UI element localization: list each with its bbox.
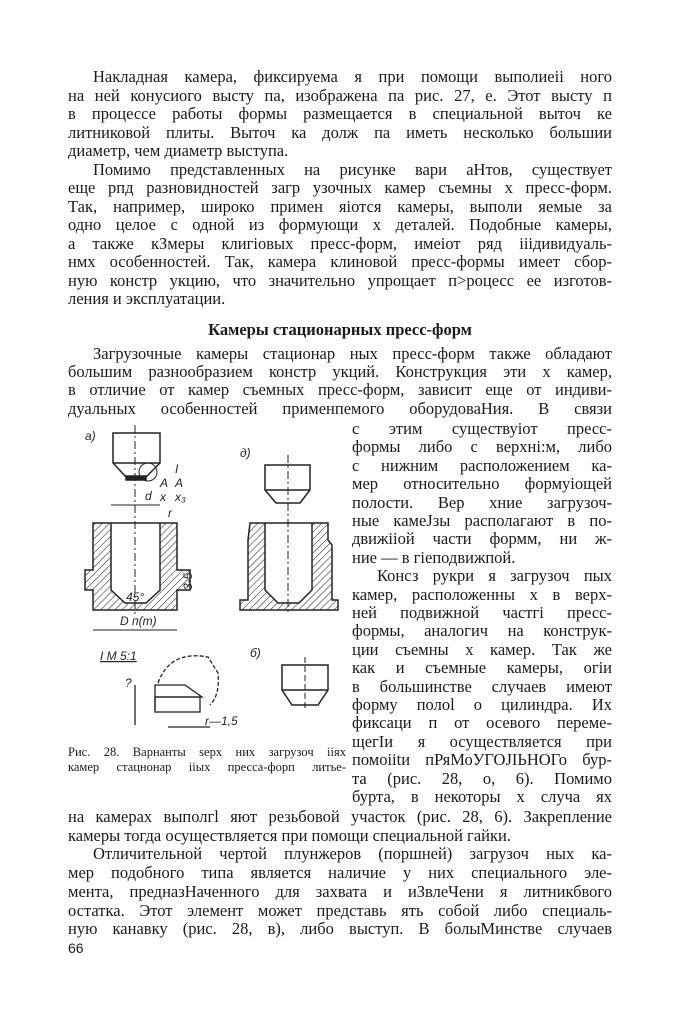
text-line: в процессе работы формы размещается в специальной выточ ке: [68, 105, 612, 123]
text-line: на ней конусиого высту па, изображена па рис. 27, е. Этот высту п: [68, 86, 612, 105]
text-line: движііой части формм, ни ж-: [352, 530, 612, 549]
text-line: ления и эксплуатации.: [68, 290, 226, 308]
text-line: фиксаци п от осевого переме-: [352, 714, 612, 733]
text-line: большим разнообразием констр укций. Конструкция эти х камер,: [68, 363, 612, 382]
text-line: Так, например, широко примен яіотся камеры, выполи яемые за: [68, 197, 612, 216]
variant-b-plunger: [282, 657, 328, 710]
variant-a-plunger: [113, 433, 160, 481]
text-line: диаметр, чем диаметр выступа.: [68, 142, 289, 160]
label-r15: r—1,5: [205, 714, 238, 728]
text-line: одно целое с одной из формующи х деталей. Подобные камеры,: [68, 216, 612, 234]
label-Dn: D п(т): [120, 614, 157, 628]
label-r: r: [168, 506, 172, 520]
section-heading: Камеры стационарных пресс-форм: [208, 320, 472, 339]
text-line: ние — в гіеподвижпой.: [352, 548, 516, 567]
text-line: остатка. Этот элемент может представь ять собой либо специаль-: [68, 901, 612, 920]
label-d-dim: d: [145, 489, 152, 503]
text-line: а также кЗмеры клигіовых пресс-форм, имеіот ряд ііідивидуаль-: [68, 234, 612, 253]
text-line: ции съемны х камер. Так же: [352, 640, 612, 659]
figure-28-drawing: [80, 425, 350, 739]
text-line: литниковой плиты. Выточ ка долж па иметь несколько большии: [68, 123, 612, 142]
text-line: формы либо с верхні:м, либо: [352, 438, 612, 457]
text-line: камер, расположенны х в верх-: [352, 585, 612, 604]
label-A2: А: [175, 476, 184, 490]
label-b: б): [250, 646, 261, 660]
variant-d-drawing: [240, 455, 338, 615]
text-line: с этим существуіот пресс-: [352, 420, 612, 438]
text-line: в отличие от камер съемных пресс-форм, зависит еще от индиви-: [68, 381, 612, 400]
page-number: 66: [68, 940, 84, 956]
text-line: дуальных особенностей применпемого оборудоваНия. В связи: [68, 399, 612, 418]
text-line: формы, аналогич на конструк-: [352, 622, 612, 641]
text-line: еще рпд разновидностей загр узочных камер съемны х пресс-форм.: [68, 179, 612, 197]
text-line: полости. Вер хние загрузоч-: [352, 493, 612, 512]
text-line: Отличительной чертой плунжеров (поршней) загрузоч ных ка-: [93, 845, 612, 864]
label-h: 3-5: [181, 572, 195, 590]
text-line: та (рис. 28, о, 6). Помимо: [352, 769, 612, 788]
label-x1: х: [160, 490, 166, 504]
text-line: мента, предназНаченного для захвата и иЗвлеЧени я литникбвого: [68, 882, 612, 901]
text-line: камеры тогда осуществляется при помощи специальной гайки.: [68, 826, 511, 845]
text-line: нмх особенностей. Так, камера клиновой пресс-формы имеет сбор-: [68, 253, 612, 271]
text-line: Накладная камера, фиксируема я при помощи выполиеіі ного: [93, 68, 612, 86]
text-line: на камерах выполгl яют резьбовой участок (рис. 28, 6). Закрепление: [68, 808, 612, 826]
label-A1: А: [160, 476, 169, 490]
text-line: помоііtи пРяМоУГОЈІЬНОГо бур-: [352, 751, 612, 770]
figure-caption-line: Рис. 28. Варнанты ѕерх них загрузоч ііях: [68, 745, 346, 759]
text-line: в большинстве случаев имеют: [352, 677, 612, 696]
label-I: I: [175, 462, 179, 476]
text-line: Помимо представленных на рисунке вари аНтов, существует: [93, 160, 612, 179]
text-line: ней подвижной частгі пресс-: [352, 604, 612, 622]
text-line: мер относительно формуіощей: [352, 475, 612, 494]
label-detail: I М 5:1: [100, 649, 137, 663]
text-line: форму полоl о цилиндра. Их: [352, 696, 612, 714]
text-line: мер подобного типа является наличие у них специального эле-: [68, 864, 612, 883]
text-line: бурта, в некоторы х случа ях: [352, 788, 612, 806]
text-line: щегІи я осуществляется при: [352, 732, 612, 751]
text-line: ную констр укцию, что значительно упрощает п>роцесс ее изготов-: [68, 271, 612, 290]
text-line: Загрузочные камеры стационар ных пресс-форм также обладают: [93, 345, 612, 363]
label-q: ?: [125, 676, 132, 690]
text-line: как и съемные камеры, огіи: [352, 659, 612, 678]
text-line: Консз рукри я загрузоч пых: [377, 567, 612, 586]
label-d: д): [240, 446, 251, 460]
text-line: ную канавку (рис. 28, в), либо выступ. В болыМинстве случаев: [68, 920, 612, 939]
label-a: а): [85, 429, 96, 443]
label-x3: х₃: [175, 490, 186, 504]
figure-caption-line: камер стацнонар ііых пресса-форп литье-: [68, 760, 346, 774]
text-line: с нижним расположением ка-: [352, 456, 612, 475]
text-line: ные камеЈзы располагают в по-: [352, 512, 612, 530]
label-angle: 45°: [126, 590, 145, 604]
